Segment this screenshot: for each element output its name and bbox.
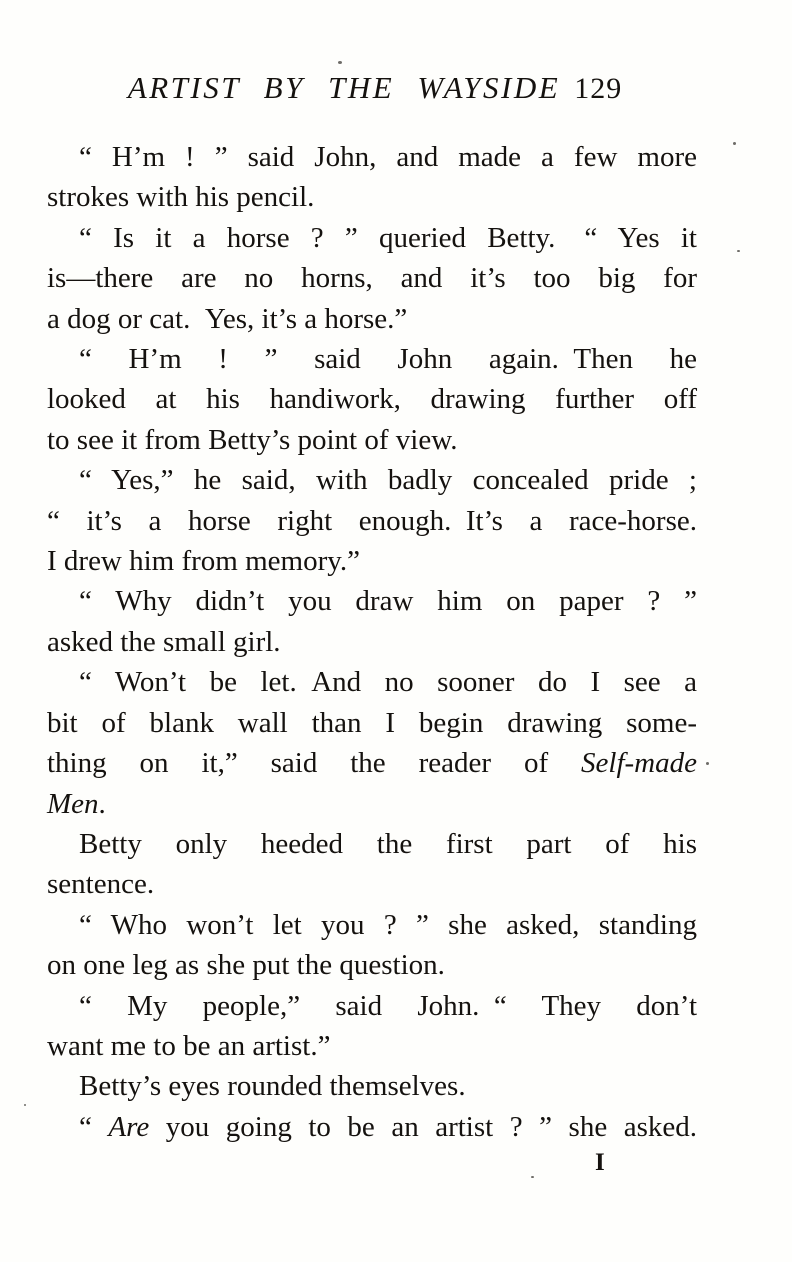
paragraph <box>47 218 697 339</box>
text-segment: “ H’m ! ” said John, and made a few more <box>79 141 697 173</box>
text-line <box>47 703 697 743</box>
text-segment: Betty’s eyes rounded themselves. <box>79 1070 466 1103</box>
text-line <box>47 743 697 783</box>
text-line <box>47 581 697 621</box>
scan-speck <box>338 61 342 64</box>
text-segment: “ My people,” said John. “ They don’t <box>79 989 697 1022</box>
text-line <box>47 137 697 177</box>
running-title: ARTIST BY THE WAYSIDE <box>127 70 561 105</box>
text-segment: I drew him from memory.” <box>47 545 360 578</box>
signature-mark: I <box>595 1149 606 1176</box>
text-line <box>47 258 697 298</box>
text-segment: “ Is it a horse ? ” queried Betty. “ Yes it <box>79 221 697 254</box>
paragraph <box>47 460 697 581</box>
text-line <box>47 177 697 217</box>
text-segment: Betty only heeded the first part of his <box>79 827 697 860</box>
page-number: 129 <box>574 72 623 105</box>
text-line <box>47 905 697 945</box>
text-line <box>47 218 697 258</box>
paragraph <box>47 581 697 662</box>
text-line <box>47 420 697 460</box>
text-segment: want me to be an artist.” <box>47 1029 331 1062</box>
text-segment: you going to be an artist ? ” she asked. <box>149 1110 697 1143</box>
text-line <box>47 784 697 824</box>
scan-speck <box>706 762 709 765</box>
text-line <box>47 662 697 702</box>
text-segment: “ <box>79 1110 109 1143</box>
text-segment: “ Yes,” he said, with badly concealed pride ; <box>79 464 697 497</box>
text-segment: “ Who won’t let you ? ” she asked, standing <box>79 908 697 941</box>
text-segment: “ Why didn’t you draw him on paper ? ” <box>79 585 697 618</box>
paragraph <box>47 1107 697 1147</box>
text-line <box>47 501 697 541</box>
paragraph <box>47 137 697 218</box>
text-segment: “ it’s a horse right enough. It’s a race-horse. <box>47 504 697 537</box>
text-line <box>47 1026 697 1066</box>
text-segment: is—there are no horns, and it’s too big for <box>47 262 697 295</box>
text-segment: bit of blank wall than I begin drawing some- <box>47 706 697 739</box>
scan-speck <box>24 1104 26 1106</box>
page-header <box>48 70 702 106</box>
italic-text: Men <box>47 787 99 820</box>
text-line <box>47 541 697 581</box>
text-line <box>47 379 697 419</box>
text-line <box>47 1066 697 1106</box>
text-line <box>47 824 697 864</box>
scan-speck <box>733 142 736 145</box>
scan-speck <box>531 1176 534 1178</box>
paragraph <box>47 1066 697 1106</box>
text-segment: on one leg as she put the question. <box>47 949 445 982</box>
text-segment: . <box>98 787 106 820</box>
text-line <box>47 299 697 339</box>
text-line <box>47 1107 697 1147</box>
text-segment: thing on it,” said the reader of <box>47 747 582 780</box>
text-segment: looked at his handiwork, drawing further off <box>47 383 697 416</box>
text-block <box>47 137 697 1147</box>
paragraph <box>47 662 697 824</box>
paragraph <box>47 986 697 1067</box>
text-segment: to see it from Betty’s point of view. <box>47 423 458 456</box>
paragraph <box>47 824 697 905</box>
scan-speck <box>737 250 740 252</box>
paragraph <box>47 339 697 460</box>
text-segment: “ H’m ! ” said John again. Then he <box>79 343 697 376</box>
text-segment: “ Won’t be let. And no sooner do I see a <box>79 666 697 699</box>
italic-text: Self-made <box>581 747 697 780</box>
paragraph <box>47 905 697 986</box>
text-segment: sentence. <box>47 868 155 901</box>
italic-text: Are <box>108 1110 150 1143</box>
text-line <box>47 864 697 904</box>
text-line <box>47 945 697 985</box>
text-segment: asked the small girl. <box>47 625 281 658</box>
text-segment: strokes with his pencil. <box>47 181 315 214</box>
text-line <box>47 339 697 379</box>
text-line <box>47 986 697 1026</box>
text-segment: a dog or cat. Yes, it’s a horse.” <box>47 302 408 335</box>
text-line <box>47 460 697 500</box>
text-line <box>47 622 697 662</box>
